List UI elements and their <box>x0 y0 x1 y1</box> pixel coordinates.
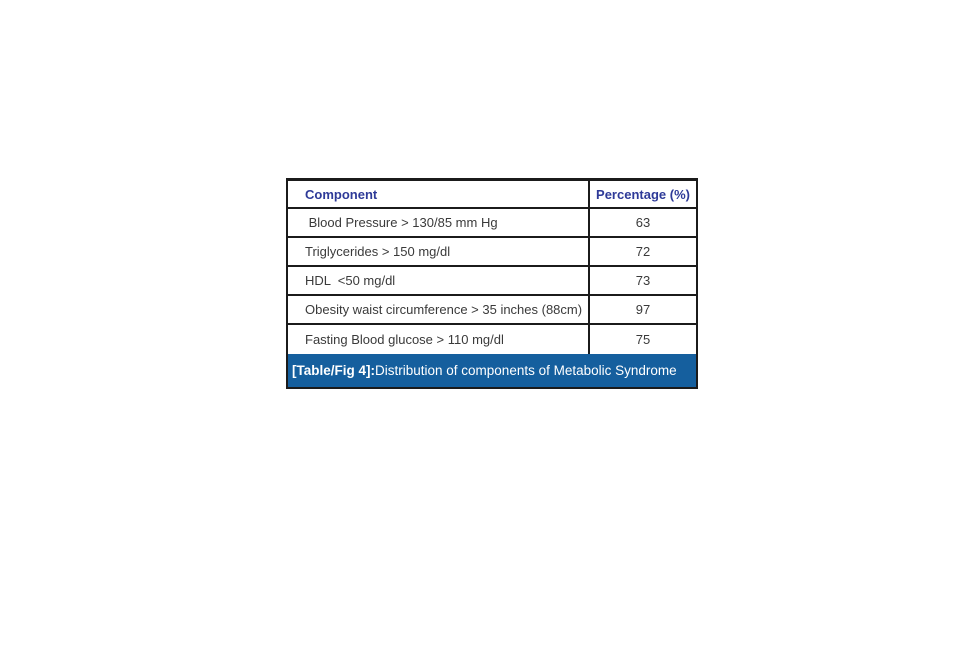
percentage-cell: 63 <box>635 215 651 230</box>
caption-label: [Table/Fig 4]: <box>292 363 375 378</box>
table-row <box>288 296 696 325</box>
component-cell: Fasting Blood glucose > 110 mg/dl <box>288 325 590 354</box>
table-header-row <box>288 181 696 209</box>
data-table <box>286 178 698 389</box>
percentage-cell: 97 <box>635 302 651 317</box>
table-figure <box>286 178 698 389</box>
component-cell: HDL <50 mg/dl <box>288 267 590 294</box>
table-row <box>288 238 696 267</box>
component-cell: Blood Pressure > 130/85 mm Hg <box>288 209 590 236</box>
percentage-cell: 73 <box>635 273 651 288</box>
table-row <box>288 267 696 296</box>
component-cell: Triglycerides > 150 mg/dl <box>288 238 590 265</box>
table-caption <box>288 354 696 387</box>
percentage-cell: 75 <box>635 332 651 347</box>
table-row <box>288 325 696 354</box>
header-percentage: Percentage (%) <box>596 186 690 202</box>
table-row <box>288 209 696 238</box>
component-cell: Obesity waist circumference > 35 inches (88cm) <box>288 296 590 323</box>
caption-text: Distribution of components of Metabolic Syndrome <box>375 363 677 378</box>
header-component: Component <box>288 181 590 207</box>
percentage-cell: 72 <box>635 244 651 259</box>
